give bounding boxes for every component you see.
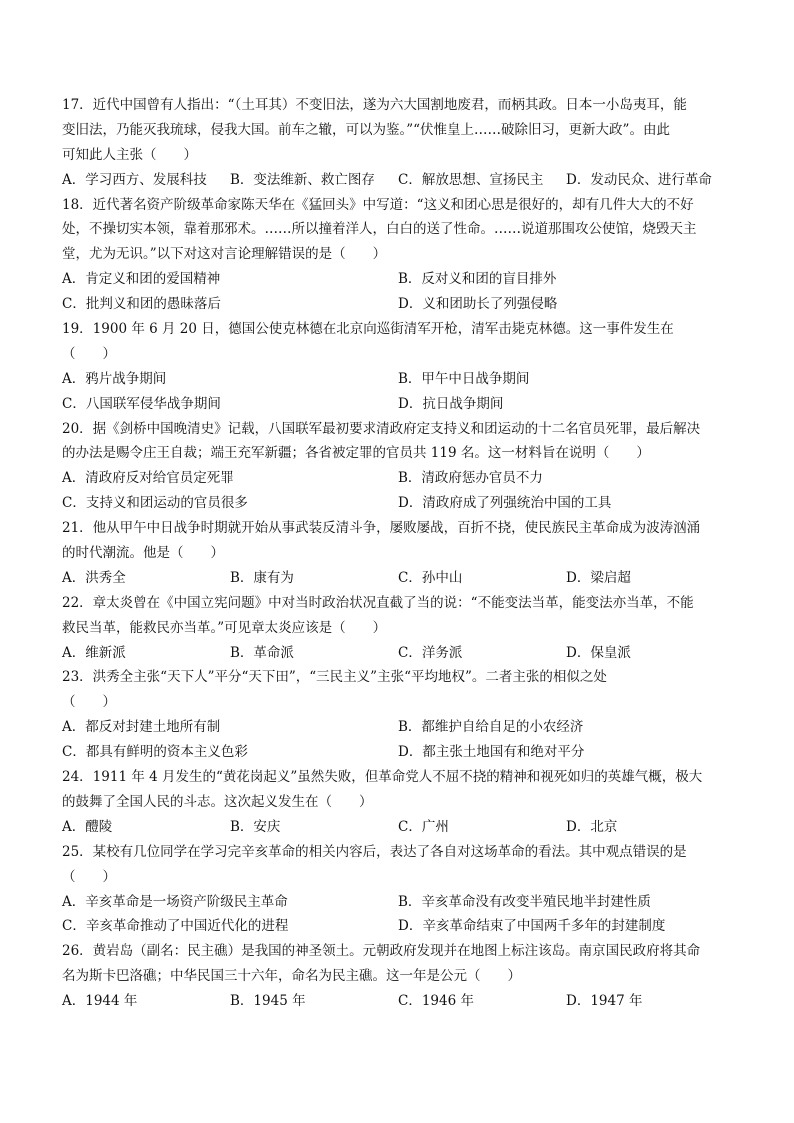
options-row bbox=[62, 367, 732, 392]
answer-option-b[interactable]: B．安庆 bbox=[230, 818, 281, 835]
options-row bbox=[62, 168, 732, 193]
question-18 bbox=[62, 193, 732, 317]
options-row bbox=[62, 267, 732, 292]
answer-option-b[interactable]: B．1945 年 bbox=[230, 993, 306, 1010]
question-stem-line: 救民当革，能救民亦当革。”可见章太炎应该是（ ） bbox=[62, 619, 387, 636]
question-26 bbox=[62, 939, 732, 1014]
options-row bbox=[62, 715, 732, 740]
answer-option-c[interactable]: C．都具有鲜明的资本主义色彩 bbox=[62, 744, 248, 761]
question-stem-line: 23．洪秀全主张“天下人”平分“天下田”，“三民主义”主张“平均地权”。二者主张的相似之处 bbox=[62, 669, 607, 686]
answer-option-d[interactable]: D．保皇派 bbox=[566, 644, 631, 661]
question-stem-line: 17．近代中国曾有人指出：“（土耳其）不变旧法，遂为六大国割地废君，而柄其政。日本一小岛夷耳，能 bbox=[62, 97, 687, 113]
question-stem-line: 处，不操切实本领，靠着那邪术。……所以撞着洋人，白白的送了性命。……说道那围攻公使馆，烧毁天主 bbox=[62, 221, 697, 238]
answer-option-a[interactable]: A．学习西方、发展科技 bbox=[62, 171, 207, 188]
options-row bbox=[62, 641, 732, 666]
answer-option-b[interactable]: B．都维护自给自足的小农经济 bbox=[398, 719, 584, 736]
question-22 bbox=[62, 591, 732, 666]
question-stem-line: 26．黄岩岛（副名：民主礁）是我国的神圣领土。元朝政府发现并在地图上标注该岛。南京国民政府将其命 bbox=[62, 943, 701, 960]
options-row bbox=[62, 491, 732, 516]
answer-option-a[interactable]: A．辛亥革命是一场资产阶级民主革命 bbox=[62, 893, 288, 910]
answer-option-d[interactable]: D．发动民众、进行革命 bbox=[566, 171, 712, 188]
options-row bbox=[62, 989, 732, 1014]
question-25 bbox=[62, 840, 732, 940]
question-stem-line: 可知此人主张（ ） bbox=[62, 146, 197, 163]
question-stem-line: 25．某校有几位同学在学习完辛亥革命的相关内容后，表达了各自对这场革命的看法。其中观点错误的是 bbox=[62, 843, 687, 860]
answer-option-a[interactable]: A．醴陵 bbox=[62, 818, 113, 835]
answer-option-d[interactable]: D．都主张土地国有和绝对平分 bbox=[398, 744, 585, 761]
question-21 bbox=[62, 516, 732, 591]
question-24 bbox=[62, 765, 732, 840]
answer-option-a[interactable]: A．肯定义和团的爱国精神 bbox=[62, 271, 221, 288]
question-stem-line: 的时代潮流。他是（ ） bbox=[62, 545, 224, 562]
answer-option-c[interactable]: C．解放思想、宣扬民主 bbox=[398, 171, 544, 188]
question-stem-line: 名为斯卡巴洛礁；中华民国三十六年，命名为民主礁。这一年是公元（ ） bbox=[62, 968, 521, 985]
question-19 bbox=[62, 317, 732, 417]
answer-option-a[interactable]: A．维新派 bbox=[62, 644, 126, 661]
answer-option-b[interactable]: B．反对义和团的盲目排外 bbox=[398, 271, 557, 288]
question-stem-line: 20．据《剑桥中国晚清史》记载，八国联军最初要求清政府定支持义和团运动的十二名官员死罪，最后解决 bbox=[62, 420, 701, 437]
options-row bbox=[62, 914, 732, 939]
answer-option-a[interactable]: A．清政府反对给官员定死罪 bbox=[62, 470, 234, 487]
options-row bbox=[62, 392, 732, 417]
answer-option-a[interactable]: A．都反对封建土地所有制 bbox=[62, 719, 221, 736]
answer-option-d[interactable]: D．清政府成了列强统治中国的工具 bbox=[398, 495, 612, 512]
answer-option-c[interactable]: C．广州 bbox=[398, 818, 449, 835]
question-stem-line: 21．他从甲午中日战争时期就开始从事武装反清斗争，屡败屡战，百折不挠，使民族民主革命成为波涛汹涌 bbox=[62, 520, 701, 537]
answer-option-a[interactable]: A．洪秀全 bbox=[62, 569, 126, 586]
question-stem-line: （ ） bbox=[62, 868, 116, 885]
answer-option-c[interactable]: C．辛亥革命推动了中国近代化的进程 bbox=[62, 918, 289, 935]
options-row bbox=[62, 740, 732, 765]
question-stem-line: 24．1911 年 4 月发生的“黄花岗起义”虽然失败，但革命党人不屈不挠的精神和视死如归的英雄气概，极大 bbox=[62, 769, 703, 786]
answer-option-d[interactable]: D．义和团助长了列强侵略 bbox=[398, 296, 558, 313]
answer-option-a[interactable]: A．鸦片战争期间 bbox=[62, 370, 167, 387]
options-row bbox=[62, 815, 732, 840]
question-23 bbox=[62, 665, 732, 765]
answer-option-c[interactable]: C．批判义和团的愚昧落后 bbox=[62, 296, 221, 313]
answer-option-d[interactable]: D．抗日战争期间 bbox=[398, 395, 504, 412]
question-stem-line: 19．1900 年 6 月 20 日，德国公使克林德在北京向巡街清军开枪，清军击毙克林德。这一事件发生在 bbox=[62, 321, 674, 338]
question-stem-line: （ ） bbox=[62, 345, 116, 362]
options-row bbox=[62, 890, 732, 915]
answer-option-b[interactable]: B．甲午中日战争期间 bbox=[398, 370, 530, 387]
answer-option-d[interactable]: D．辛亥革命结束了中国两千多年的封建制度 bbox=[398, 918, 666, 935]
answer-option-b[interactable]: B．革命派 bbox=[230, 644, 294, 661]
answer-option-b[interactable]: B．康有为 bbox=[230, 569, 294, 586]
question-stem-line: （ ） bbox=[62, 694, 116, 711]
options-row bbox=[62, 292, 732, 317]
answer-option-d[interactable]: D．1947 年 bbox=[566, 993, 643, 1010]
question-17 bbox=[62, 93, 732, 193]
answer-option-c[interactable]: C．八国联军侵华战争期间 bbox=[62, 395, 221, 412]
options-row bbox=[62, 466, 732, 491]
answer-option-b[interactable]: B．变法维新、救亡图存 bbox=[230, 171, 375, 188]
options-row bbox=[62, 566, 732, 591]
exam-page bbox=[62, 93, 732, 1014]
question-20 bbox=[62, 417, 732, 517]
question-stem-line: 堂，尤为无识。”以下对这对言论理解错误的是（ ） bbox=[62, 246, 387, 263]
answer-option-c[interactable]: C．支持义和团运动的官员很多 bbox=[62, 495, 248, 512]
question-stem-line: 22．章太炎曾在《中国立宪问题》中对当时政治状况直截了当的说：“不能变法当革，能变法亦当革，不能 bbox=[62, 594, 694, 611]
answer-option-b[interactable]: B．清政府惩办官员不力 bbox=[398, 470, 543, 487]
answer-option-c[interactable]: C．洋务派 bbox=[398, 644, 463, 661]
question-stem-line: 的办法是赐令庄王自裁；端王充军新疆；各省被定罪的官员共 119 名。这一材料旨在说明（ ） bbox=[62, 445, 650, 462]
question-stem-line: 变旧法，乃能灭我琉球，侵我大国。前车之辙，可以为鉴。”“伏惟皇上……破除旧习，更新大政”。由此 bbox=[62, 121, 670, 138]
answer-option-c[interactable]: C．1946 年 bbox=[398, 993, 474, 1010]
answer-option-d[interactable]: D．北京 bbox=[566, 818, 618, 835]
answer-option-c[interactable]: C．孙中山 bbox=[398, 569, 463, 586]
answer-option-d[interactable]: D．梁启超 bbox=[566, 569, 631, 586]
question-stem-line: 的鼓舞了全国人民的斗志。这次起义发生在（ ） bbox=[62, 793, 373, 810]
question-stem-line: 18．近代著名资产阶级革命家陈天华在《猛回头》中写道：“这义和团心思是很好的，却有几件大大的不好 bbox=[62, 196, 694, 213]
answer-option-b[interactable]: B．辛亥革命没有改变半殖民地半封建性质 bbox=[398, 893, 651, 910]
answer-option-a[interactable]: A．1944 年 bbox=[62, 993, 138, 1010]
